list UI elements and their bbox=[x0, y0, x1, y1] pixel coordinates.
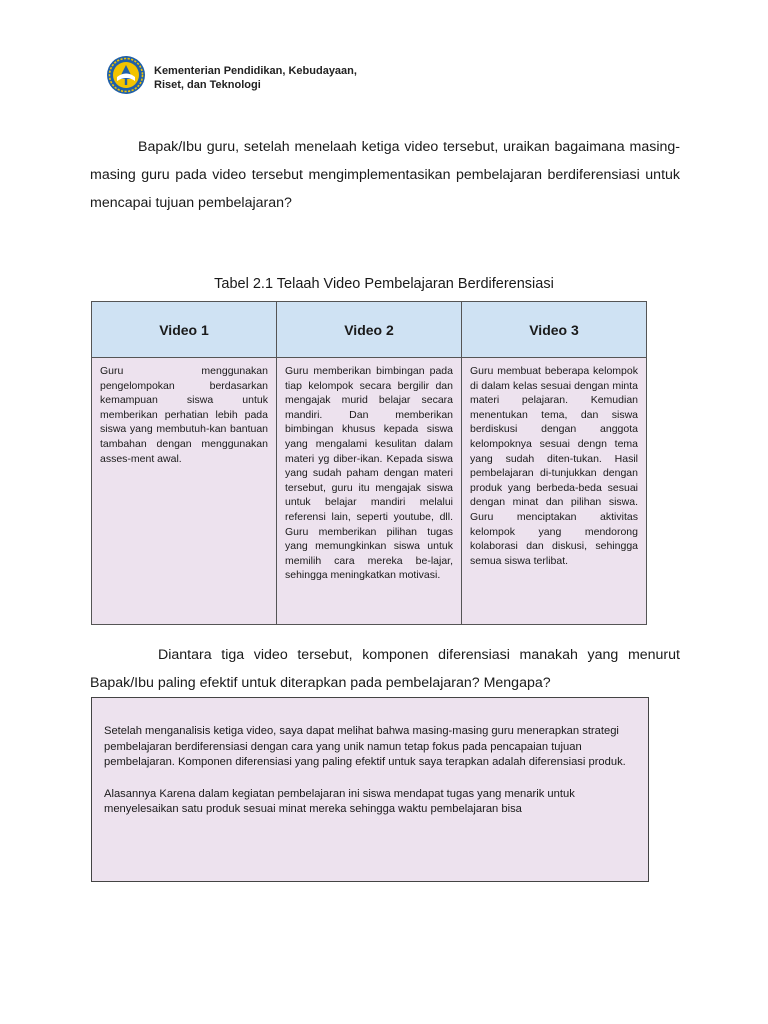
answer-box[interactable] bbox=[91, 697, 649, 882]
header-video-3: Video 3 bbox=[462, 302, 647, 358]
header-video-2: Video 2 bbox=[277, 302, 462, 358]
answer-paragraph-2: Alasannya Karena dalam kegiatan pembelajaran ini siswa mendapat tugas yang menarik untuk menyelesaikan satu produk sesuai minat mereka sehingga waktu pembelajaran bisa bbox=[104, 787, 575, 815]
video-review-table bbox=[91, 301, 647, 625]
cell-video-3: Guru membuat beberapa kelompok di dalam kelas sesuai dengan minta materi pelajaran. Kemudian menentukan tema, dan siswa berdiskusi dengan anggota kelompoknya sesuai dengn tema yang sudah diten-tukan. Hasil pembelajaran di-tunjukkan dengan produk yang berbeda-beda sesuai dengan minat dan pilihan siswa. Guru menciptakan aktivitas kelompok yang mendorong kolaborasi dan diskusi, sehingga semua siswa terlibat. bbox=[462, 358, 647, 625]
table-caption: Tabel 2.1 Telaah Video Pembelajaran Berdiferensiasi bbox=[214, 276, 554, 292]
cell-video-1: Guru menggunakan pengelompokan berdasarkan kemampuan siswa untuk memberikan perhatian lebih pada siswa yang membutuh-kan bantuan tambahan dengan menggunakan asses-ment awal. bbox=[92, 358, 277, 625]
ministry-line-1: Kementerian Pendidikan, Kebudayaan, bbox=[154, 65, 357, 77]
tut-wuri-handayani-icon bbox=[106, 55, 146, 95]
table-row bbox=[92, 358, 647, 625]
table-header-row bbox=[92, 302, 647, 358]
header-video-1: Video 1 bbox=[92, 302, 277, 358]
answer-paragraph-1: Setelah menganalisis ketiga video, saya dapat melihat bahwa masing-masing guru menerapkan strategi pembelajaran berdiferensiasi dengan cara yang unik namun tetap fokus pada pencapaian tujuan pembelajaran. Komponen diferensiasi yang paling efektif untuk saya terapkan adalah diferensiasi produk. bbox=[104, 725, 626, 768]
ministry-logo bbox=[106, 55, 146, 95]
cell-video-2: Guru memberikan bimbingan pada tiap kelompok secara bergilir dan mengajak murid belajar secara mandiri. Dan memberikan bimbingan khusus kepada siswa yang mengalami kesulitan dalam materi yg diber-ikan. Kepada siswa yang sudah paham dengan materi tersebut, guru itu mengajak siswa untuk belajar mandiri melalui referensi lain, seperti youtube, dll. Guru memberikan pilihan tugas yang memungkinkan siswa untuk memilih cara mereka be-lajar, sehingga meningkatkan motivasi. bbox=[277, 358, 462, 625]
ministry-name bbox=[154, 64, 357, 92]
question-1-text: Bapak/Ibu guru, setelah menelaah ketiga video tersebut, uraikan bagaimana masing-masing guru pada video tersebut mengimplementasikan pembelajaran berdiferensiasi untuk mencapai tujuan pembelajaran? bbox=[90, 139, 680, 211]
question-2-text: Diantara tiga video tersebut, komponen diferensiasi manakah yang menurut Bapak/Ibu paling efektif untuk diterapkan pada pembelajaran? Mengapa? bbox=[90, 647, 680, 691]
ministry-line-2: Riset, dan Teknologi bbox=[154, 79, 261, 91]
